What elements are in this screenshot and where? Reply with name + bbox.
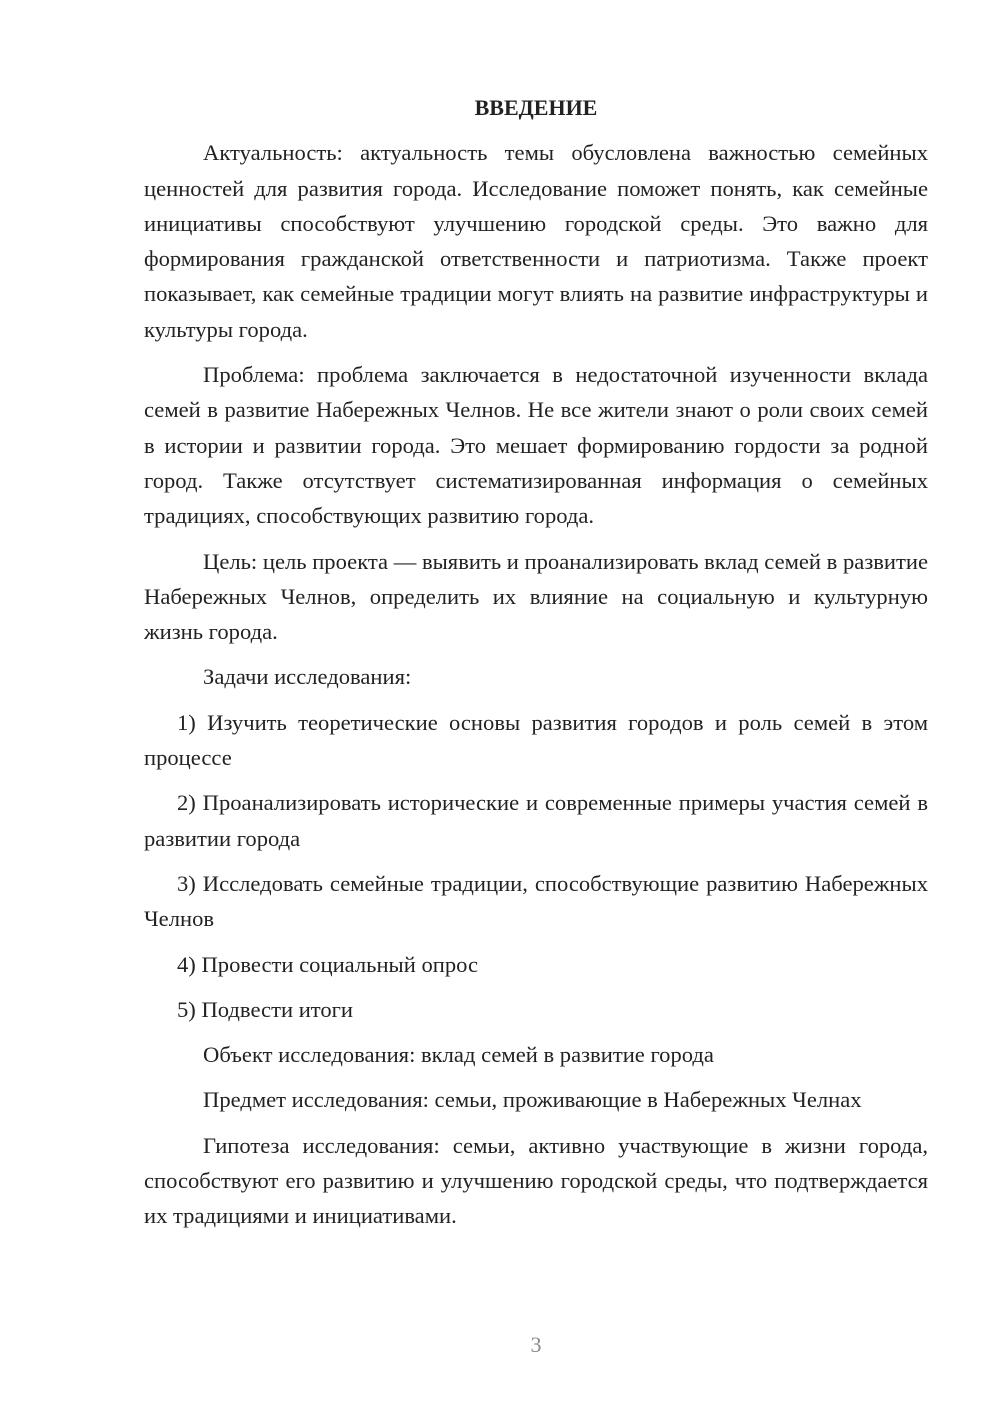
task-item: 2) Проанализировать исторические и современные примеры участия семей в развитии города: [144, 790, 928, 851]
relevance-paragraph: Актуальность: актуальность темы обусловлена важностью семейных ценностей для развития города. Исследование поможет понять, как семейные инициативы способствуют улучшению городской среды. Это важно для формирования гражданской ответственности и патриотизма. Также проект показывает, как семейные традиции могут влиять на развитие инфраструктуры и культуры города.: [144, 140, 928, 342]
page-title: ВВЕДЕНИЕ: [474, 95, 598, 120]
document-page: [144, 90, 928, 1244]
task-item: 4) Провести социальный опрос: [177, 951, 479, 977]
subject-paragraph: Предмет исследования: семьи, проживающие в Набережных Челнах: [203, 1087, 862, 1113]
goal-paragraph: Цель: цель проекта — выявить и проанализировать вклад семей в развитие Набережных Челнов, определить их влияние на социальную и культурную жизнь города.: [144, 548, 928, 645]
task-item: 5) Подвести итоги: [177, 996, 354, 1022]
object-paragraph: Объект исследования: вклад семей в развитие города: [203, 1042, 714, 1068]
task-item: 3) Исследовать семейные традиции, способствующие развитию Набережных Челнов: [144, 870, 928, 932]
problem-paragraph: Проблема: проблема заключается в недостаточной изученности вклада семей в развитие Набережных Челнов. Не все жители знают о роли своих семей в истории и развитии города. Это мешает формированию гордости за родной город. Также отсутствует систематизированная информация о семейных традициях, способствующих развитию города.: [144, 362, 928, 529]
page-number: 3: [530, 1332, 542, 1357]
hypothesis-paragraph: Гипотеза исследования: семьи, активно участвующие в жизни города, способствуют его развитию и улучшению городской среды, что подтверждается их традициями и инициативами.: [144, 1132, 928, 1229]
tasks-heading: Задачи исследования:: [203, 664, 412, 690]
task-item: 1) Изучить теоретические основы развития городов и роль семей в этом процессе: [144, 709, 928, 771]
